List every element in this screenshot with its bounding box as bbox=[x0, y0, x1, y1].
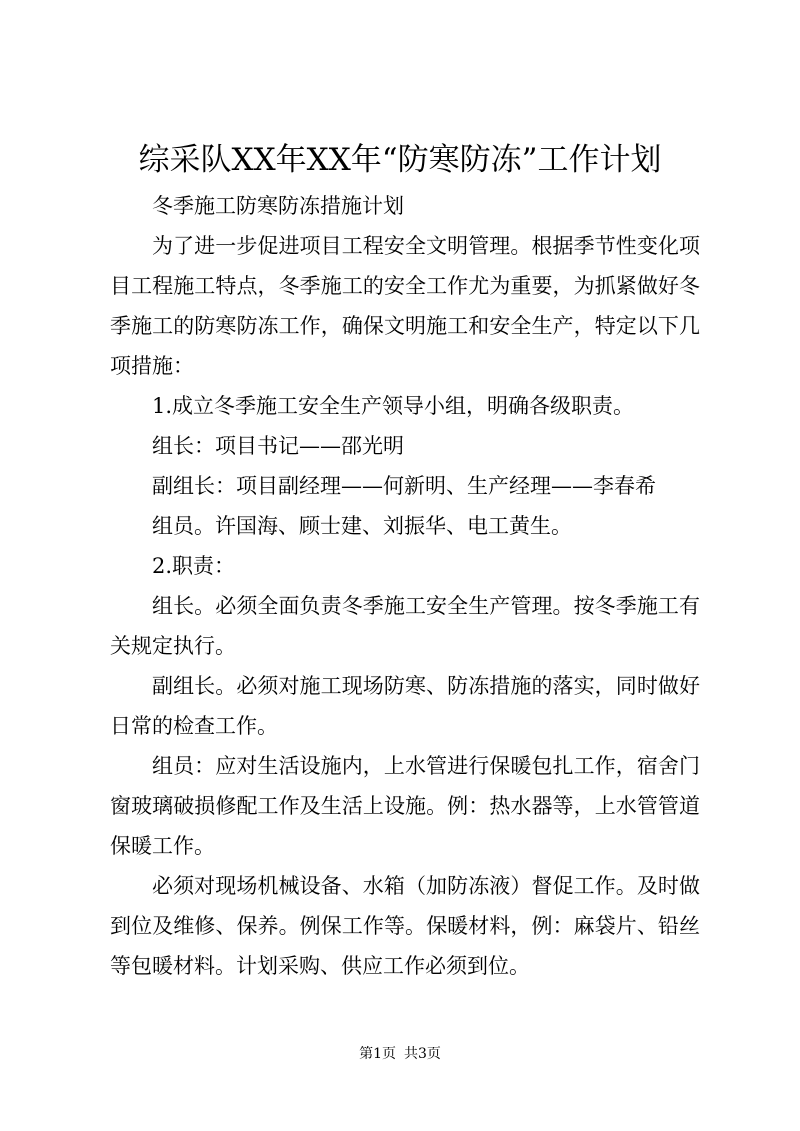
paragraph-members: 组员。许国海、顾士建、刘振华、电工黄生。 bbox=[152, 514, 572, 538]
paragraph-equipment-duty: 必须对现场机械设备、水箱（加防冻液）督促工作。及时做到位及维修、保养。例保工作等。保暖材料，例：麻袋片、铅丝等包暖材料。计划采购、供应工作必须到位。 bbox=[110, 874, 700, 978]
page-total: 共3页 bbox=[404, 1046, 441, 1062]
paragraph-leader: 组长：项目书记——邵光明 bbox=[152, 434, 404, 458]
paragraph-deputy-duty: 副组长。必须对施工现场防寒、防冻措施的落实，同时做好日常的检查工作。 bbox=[110, 674, 700, 738]
document-title: 综采队XX年XX年“防寒防冻”工作计划 bbox=[138, 142, 662, 178]
paragraph-leader-duty: 组长。必须全面负责冬季施工安全生产管理。按冬季施工有关规定执行。 bbox=[110, 594, 700, 658]
document-body bbox=[110, 186, 700, 986]
page-footer bbox=[0, 1044, 800, 1064]
paragraph-intro: 为了进一步促进项目工程安全文明管理。根据季节性变化项目工程施工特点，冬季施工的安全工作尤为重要，为抓紧做好冬季施工的防寒防冻工作，确保文明施工和安全生产，特定以下几项措施： bbox=[110, 234, 700, 378]
paragraph-subtitle: 冬季施工防寒防冻措施计划 bbox=[152, 194, 404, 218]
paragraph-item-2: 2.职责： bbox=[152, 554, 236, 578]
paragraph-deputy-leader: 副组长：项目副经理——何新明、生产经理——李春希 bbox=[152, 474, 656, 498]
paragraph-item-1: 1.成立冬季施工安全生产领导小组，明确各级职责。 bbox=[152, 394, 635, 418]
page-number: 第1页 bbox=[359, 1046, 396, 1062]
paragraph-member-duty: 组员：应对生活设施内，上水管进行保暖包扎工作，宿舍门窗玻璃破损修配工作及生活上设施。例：热水器等，上水管管道保暖工作。 bbox=[110, 754, 700, 858]
